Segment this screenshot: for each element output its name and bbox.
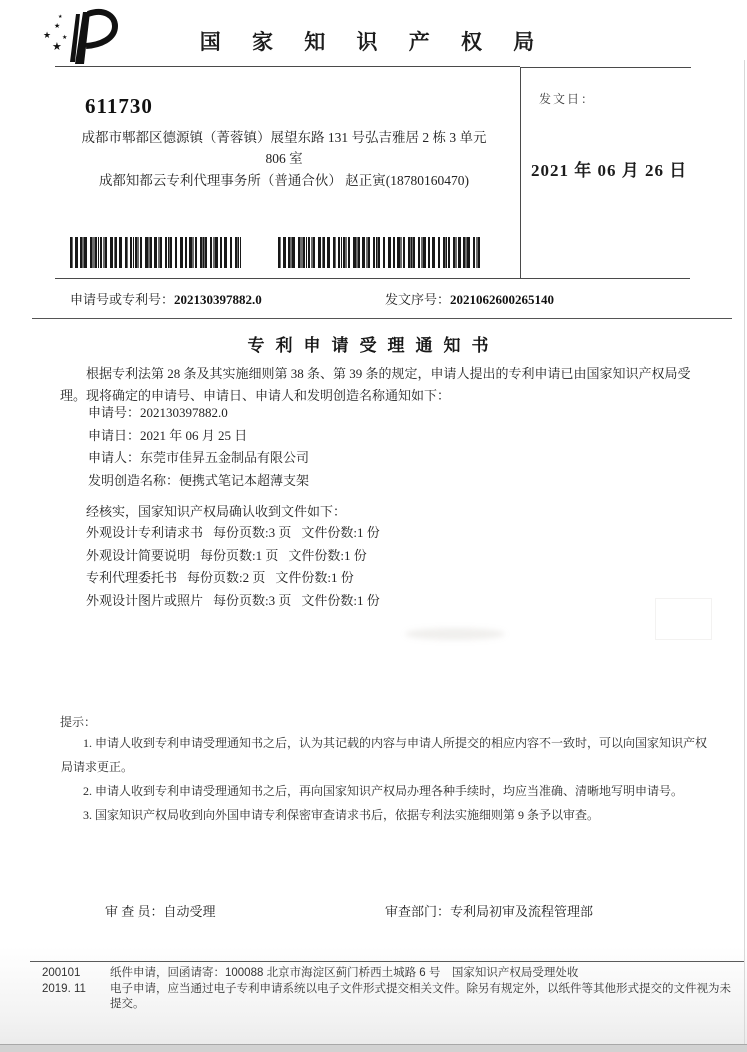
footer-code: 200101 xyxy=(42,967,81,979)
application-no: 202130397882.0 xyxy=(174,292,262,307)
agency-title: 国 家 知 识 产 权 局 xyxy=(199,30,548,54)
serial-no-group xyxy=(385,289,554,308)
footer-line-paper: 纸件申请，回函请寄：100088 北京市海淀区蓟门桥西土城路 6 号 国家知识产权局受理处收 xyxy=(110,967,579,979)
tip-item: 1. 申请人收到专利申请受理通知书之后，认为其记载的内容与申请人所提交的相应内容不一致时，可以向国家知识产权局请求更正。 xyxy=(61,736,708,774)
svg-text:★: ★ xyxy=(43,30,52,40)
svg-text:★: ★ xyxy=(62,35,68,41)
tip-item: 2. 申请人收到专利申请受理通知书之后，再向国家知识产权局办理各种手续时，均应当准确、清晰地写明申请号。 xyxy=(83,784,684,798)
confirm-line: 经核实，国家知识产权局确认收到文件如下： xyxy=(86,504,347,519)
recipient-address xyxy=(58,127,510,191)
department-group xyxy=(385,901,593,920)
department-label: 审查部门： xyxy=(385,904,451,919)
signoff-line xyxy=(105,901,705,920)
field-application-no: 申请号：202130397882.0 xyxy=(88,405,228,420)
svg-text:★: ★ xyxy=(52,41,62,53)
patent-agency-line: 成都知都云专利代理事务所（普通合伙） 赵正寅(18780160470) xyxy=(98,173,470,188)
application-no-label: 申请号或专利号： xyxy=(70,292,175,307)
document-row: 外观设计图片或照片 每份页数:3 页 文件份数:1 份 xyxy=(86,592,380,608)
examiner-label: 审 查 员： xyxy=(105,904,164,919)
document-row: 外观设计专利请求书 每份页数:3 页 文件份数:1 份 xyxy=(86,525,380,540)
serial-no: 2021062600265140 xyxy=(450,292,555,307)
divider-rule xyxy=(32,318,732,319)
scan-bottom-edge xyxy=(0,1044,747,1052)
document-row: 专利代理委托书 每份页数:2 页 文件份数:1 份 xyxy=(86,570,354,586)
department-value: 专利局初审及流程管理部 xyxy=(450,904,594,919)
postal-code: 611730 xyxy=(85,94,153,118)
barcode-icon xyxy=(70,237,241,268)
received-documents-list xyxy=(86,522,390,612)
reference-line xyxy=(70,289,710,308)
page-edge-shadow xyxy=(744,60,745,1052)
barcode-icon xyxy=(278,237,480,268)
serial-no-label: 发文序号： xyxy=(385,292,451,307)
tips-label: 提示： xyxy=(60,715,97,729)
tip-item: 3. 国家知识产权局收到向外国申请专利保密审查请求书后，依据专利法实施细则第 9 条予以审查。 xyxy=(83,808,600,822)
footer-rule xyxy=(30,961,745,962)
footer-line-electronic: 电子申请，应当通过电子专利申请系统以电子文件形式提交相关文件。除另有规定外，以纸件等其他形式提交的文件视为未提交。 xyxy=(110,982,731,1010)
divider-rule xyxy=(55,278,690,279)
scan-stain xyxy=(655,598,712,640)
field-applicant: 申请人：东莞市佳昇五金制品有限公司 xyxy=(88,450,310,466)
tips-list xyxy=(61,731,707,827)
address-line-2: 806 室 xyxy=(265,151,303,166)
examiner-value: 自动受理 xyxy=(163,904,216,919)
address-line-1: 成都市郫都区德源镇（菁蓉镇）展望东路 131 号弘吉雅居 2 栋 3 单元 xyxy=(81,130,487,145)
field-invention-title: 发明创造名称：便携式笔记本超薄支架 xyxy=(88,472,310,488)
issue-date-label: 发文日： xyxy=(539,92,596,106)
scan-stain xyxy=(405,628,505,640)
document-row: 外观设计简要说明 每份页数:1 页 文件份数:1 份 xyxy=(86,547,367,563)
issue-date-box xyxy=(520,67,691,279)
footer-code: 2019. 11 xyxy=(42,982,86,995)
header-rule xyxy=(55,66,520,67)
issue-date-value: 2021 年 06 月 26 日 xyxy=(531,161,688,180)
footer-form-codes xyxy=(42,966,86,997)
notice-title: 专利申请受理通知书 xyxy=(247,336,500,355)
field-application-date: 申请日：2021 年 06 月 25 日 xyxy=(88,427,248,443)
notice-intro: 根据专利法第 28 条及其实施细则第 38 条、第 39 条的规定，申请人提出的专利申请已由国家知识产权局受理。现将确定的申请号、申请日、申请人和发明创造名称通知如下： xyxy=(60,366,691,403)
footer-instructions xyxy=(110,966,732,1013)
svg-text:★: ★ xyxy=(54,22,61,30)
application-fields xyxy=(88,402,309,492)
svg-text:★: ★ xyxy=(58,15,63,20)
